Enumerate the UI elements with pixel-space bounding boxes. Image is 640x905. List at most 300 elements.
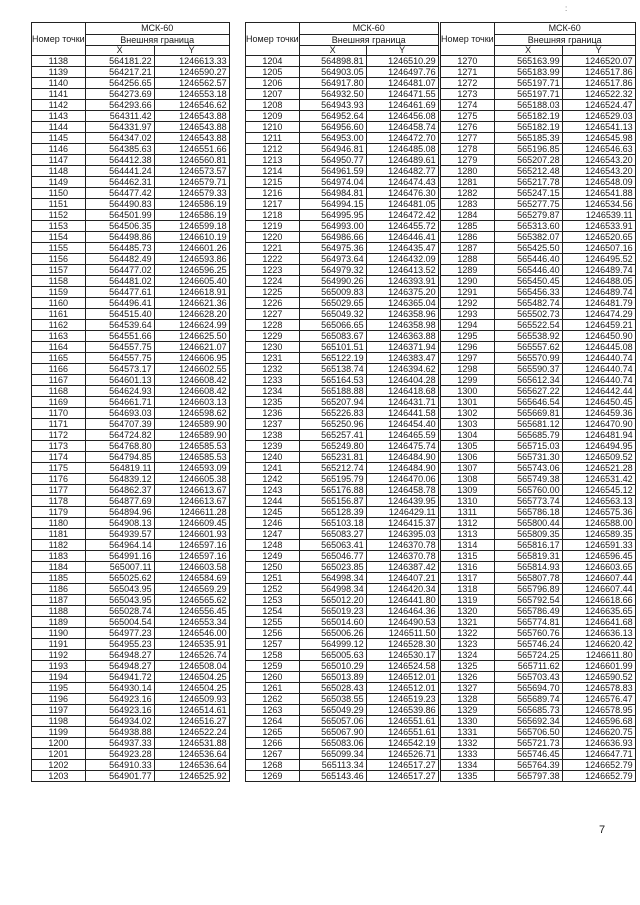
y-coordinate-cell: 1246585.53 [154,441,229,452]
table-row [441,683,636,694]
y-coordinate-cell: 1246517.86 [562,78,635,89]
point-number-cell: 1302 [441,408,495,419]
y-coordinate-cell: 1246635.65 [562,606,635,617]
y-coordinate-cell: 1246470.90 [562,419,635,430]
point-number-cell: 1286 [441,232,495,243]
table-row [246,485,439,496]
point-number-cell: 1276 [441,122,495,133]
x-coordinate-cell: 564601.13 [85,375,154,386]
point-number-cell: 1254 [246,606,300,617]
point-number-cell: 1255 [246,617,300,628]
x-coordinate-cell: 565425.50 [494,243,562,254]
x-coordinate-cell: 564984.81 [299,188,366,199]
point-number-cell: 1287 [441,243,495,254]
table-row [246,331,439,342]
x-coordinate-cell: 565057.06 [299,716,366,727]
x-coordinate-cell: 565012.20 [299,595,366,606]
point-number-cell: 1216 [246,188,300,199]
y-coordinate-cell: 1246481.07 [366,78,438,89]
x-coordinate-cell: 565538.92 [494,331,562,342]
y-coordinate-cell: 1246517.86 [562,67,635,78]
table-row [246,386,439,397]
x-coordinate-cell: 565164.53 [299,375,366,386]
table-row [32,628,230,639]
point-number-cell: 1226 [246,298,300,309]
point-number-cell: 1147 [32,155,86,166]
table-row [246,397,439,408]
table-row [246,474,439,485]
x-coordinate-cell: 565814.93 [494,562,562,573]
point-number-cell: 1261 [246,683,300,694]
x-coordinate-cell: 565207.94 [299,397,366,408]
table-row [441,232,636,243]
table-row [32,474,230,485]
point-number-cell: 1168 [32,386,86,397]
x-coordinate-cell: 565627.22 [494,386,562,397]
x-coordinate-cell: 564955.23 [85,639,154,650]
table-row [441,496,636,507]
y-coordinate-cell: 1246470.06 [366,474,438,485]
y-coordinate-cell: 1246504.25 [154,672,229,683]
point-number-cell: 1282 [441,188,495,199]
point-number-cell: 1172 [32,430,86,441]
table-row [32,67,230,78]
point-number-cell: 1192 [32,650,86,661]
x-coordinate-cell: 565049.29 [299,705,366,716]
table-row [246,694,439,705]
table-row [441,221,636,232]
y-coordinate-cell: 1246526.74 [154,650,229,661]
x-coordinate-cell: 565715.03 [494,441,562,452]
point-number-cell: 1155 [32,243,86,254]
table-row [32,661,230,672]
x-coordinate-cell: 564481.02 [85,276,154,287]
y-coordinate-cell: 1246441.80 [366,595,438,606]
table-row [246,771,439,782]
y-coordinate-cell: 1246517.27 [366,760,438,771]
table-row [246,309,439,320]
x-coordinate-cell: 564903.05 [299,67,366,78]
point-number-cell: 1181 [32,529,86,540]
point-number-cell: 1182 [32,540,86,551]
y-coordinate-cell: 1246647.71 [562,749,635,760]
table-row [441,540,636,551]
y-coordinate-cell: 1246636.93 [562,738,635,749]
y-coordinate-cell: 1246370.78 [366,551,438,562]
y-coordinate-cell: 1246370.78 [366,540,438,551]
table-row [246,232,439,243]
table-row [246,661,439,672]
point-number-cell: 1193 [32,661,86,672]
y-coordinate-cell: 1246432.09 [366,254,438,265]
table-row [246,155,439,166]
point-number-cell: 1202 [32,760,86,771]
table-row [441,705,636,716]
point-number-cell: 1186 [32,584,86,595]
table-row [246,595,439,606]
x-coordinate-cell: 565083.06 [299,738,366,749]
point-number-cell: 1188 [32,606,86,617]
point-number-cell: 1198 [32,716,86,727]
table-row [441,188,636,199]
table-row [32,56,230,67]
y-coordinate-cell: 1246609.45 [154,518,229,529]
point-number-cell: 1317 [441,573,495,584]
point-number-cell: 1264 [246,716,300,727]
table-row [441,287,636,298]
point-number-cell: 1219 [246,221,300,232]
point-number-cell: 1221 [246,243,300,254]
x-coordinate-cell: 565706.50 [494,727,562,738]
y-coordinate-cell: 1246435.47 [366,243,438,254]
point-number-cell: 1252 [246,584,300,595]
x-coordinate-cell: 565685.73 [494,705,562,716]
y-coordinate-cell: 1246475.74 [366,441,438,452]
y-coordinate-cell: 1246413.52 [366,265,438,276]
point-number-cell: 1189 [32,617,86,628]
x-coordinate-cell: 564498.86 [85,232,154,243]
table-row [246,122,439,133]
y-coordinate-cell: 1246520.07 [562,56,635,67]
point-number-cell: 1215 [246,177,300,188]
point-number-cell: 1325 [441,661,495,672]
y-coordinate-cell: 1246535.91 [154,639,229,650]
x-coordinate-cell: 565807.78 [494,573,562,584]
y-coordinate-cell: 1246541.13 [562,122,635,133]
point-number-cell: 1322 [441,628,495,639]
x-coordinate-cell: 564557.75 [85,353,154,364]
x-coordinate-cell: 565122.19 [299,353,366,364]
y-coordinate-cell: 1246593.09 [154,463,229,474]
y-coordinate-cell: 1246534.56 [562,199,635,210]
x-coordinate-cell: 565063.41 [299,540,366,551]
y-column-header: Y [154,46,229,56]
point-number-cell: 1227 [246,309,300,320]
x-coordinate-cell: 564934.02 [85,716,154,727]
table-row [246,419,439,430]
point-number-cell: 1312 [441,518,495,529]
point-number-cell: 1296 [441,342,495,353]
point-number-cell: 1177 [32,485,86,496]
y-coordinate-cell: 1246608.42 [154,386,229,397]
boundary-header: Внешняя граница [494,35,635,46]
y-coordinate-cell: 1246601.93 [154,529,229,540]
point-number-cell: 1236 [246,408,300,419]
x-coordinate-cell: 565101.51 [299,342,366,353]
point-number-cell: 1149 [32,177,86,188]
y-coordinate-cell: 1246415.37 [366,518,438,529]
y-coordinate-cell: 1246464.36 [366,606,438,617]
y-coordinate-cell: 1246652.79 [562,771,635,782]
table-row [441,584,636,595]
x-coordinate-cell: 565128.39 [299,507,366,518]
table-row [441,727,636,738]
table-row [32,716,230,727]
x-coordinate-cell: 565689.74 [494,694,562,705]
x-coordinate-cell: 565038.55 [299,694,366,705]
y-coordinate-cell: 1246589.35 [562,529,635,540]
y-coordinate-cell: 1246529.03 [562,111,635,122]
x-coordinate-cell: 564490.83 [85,199,154,210]
x-coordinate-cell: 565212.48 [494,166,562,177]
y-coordinate-cell: 1246461.69 [366,100,438,111]
table-row [32,485,230,496]
table-row [246,166,439,177]
x-coordinate-cell: 565450.45 [494,276,562,287]
point-number-cell: 1208 [246,100,300,111]
y-coordinate-cell: 1246539.11 [562,210,635,221]
point-number-cell: 1170 [32,408,86,419]
table-row [32,298,230,309]
point-number-cell: 1281 [441,177,495,188]
y-coordinate-cell: 1246596.68 [562,716,635,727]
point-number-cell: 1199 [32,727,86,738]
point-number-cell: 1273 [441,89,495,100]
x-coordinate-cell: 565182.19 [494,122,562,133]
x-coordinate-cell: 564877.69 [85,496,154,507]
table-row [441,342,636,353]
table-row [32,309,230,320]
table-row [441,628,636,639]
table-row [246,287,439,298]
table-row [32,111,230,122]
table-row [32,496,230,507]
point-number-cell: 1310 [441,496,495,507]
y-coordinate-cell: 1246490.53 [366,617,438,628]
y-coordinate-cell: 1246551.61 [366,727,438,738]
x-coordinate-cell: 564961.59 [299,166,366,177]
table-row [32,320,230,331]
point-number-cell: 1279 [441,155,495,166]
x-column-header: X [494,46,562,56]
point-number-cell: 1187 [32,595,86,606]
y-coordinate-cell: 1246599.18 [154,221,229,232]
x-coordinate-cell: 564994.15 [299,199,366,210]
x-coordinate-cell: 564557.75 [85,342,154,353]
y-coordinate-cell: 1246522.32 [562,89,635,100]
y-coordinate-cell: 1246621.07 [154,342,229,353]
x-coordinate-cell: 564477.02 [85,265,154,276]
y-coordinate-cell: 1246407.21 [366,573,438,584]
table-row [441,650,636,661]
point-number-cell: 1313 [441,529,495,540]
x-coordinate-cell: 564707.39 [85,419,154,430]
x-coordinate-cell: 565049.32 [299,309,366,320]
point-number-cell: 1223 [246,265,300,276]
x-coordinate-cell: 564923.16 [85,694,154,705]
point-number-cell: 1319 [441,595,495,606]
system-header: МСК-60 [494,23,635,35]
x-coordinate-cell: 565743.06 [494,463,562,474]
y-coordinate-cell: 1246541.88 [562,188,635,199]
x-coordinate-cell: 565456.33 [494,287,562,298]
point-number-cell: 1220 [246,232,300,243]
point-number-cell: 1295 [441,331,495,342]
point-number-cell: 1335 [441,771,495,782]
y-coordinate-cell: 1246545.12 [562,485,635,496]
table-row [441,122,636,133]
table-row [441,441,636,452]
point-number-cell: 1203 [32,771,86,782]
point-number-cell: 1259 [246,661,300,672]
point-number-cell: 1190 [32,628,86,639]
x-coordinate-cell: 564477.61 [85,287,154,298]
table-row [246,342,439,353]
point-number-cell: 1283 [441,199,495,210]
x-coordinate-cell: 565182.19 [494,111,562,122]
point-number-cell: 1316 [441,562,495,573]
table-row [32,254,230,265]
y-coordinate-cell: 1246489.74 [562,265,635,276]
x-coordinate-cell: 564331.97 [85,122,154,133]
table-row [32,89,230,100]
x-coordinate-cell: 565188.88 [299,386,366,397]
table-row [246,100,439,111]
point-number-cell: 1293 [441,309,495,320]
y-coordinate-cell: 1246519.23 [366,694,438,705]
table-row [32,430,230,441]
point-number-cell: 1200 [32,738,86,749]
point-number-cell: 1238 [246,430,300,441]
table-row [246,628,439,639]
table-row [441,166,636,177]
x-coordinate-cell: 565185.39 [494,133,562,144]
x-column-header: X [85,46,154,56]
y-coordinate-cell: 1246394.62 [366,364,438,375]
y-coordinate-cell: 1246611.28 [154,507,229,518]
x-coordinate-cell: 565692.34 [494,716,562,727]
point-number-cell: 1239 [246,441,300,452]
table-row [246,727,439,738]
x-coordinate-cell: 565774.81 [494,617,562,628]
point-number-cell: 1211 [246,133,300,144]
y-column-header: Y [366,46,438,56]
y-coordinate-cell: 1246404.28 [366,375,438,386]
point-number-cell: 1161 [32,309,86,320]
table-row [246,617,439,628]
table-row [246,276,439,287]
point-number-cell: 1152 [32,210,86,221]
y-coordinate-cell: 1246459.36 [562,408,635,419]
table-row [32,375,230,386]
table-row [441,529,636,540]
point-number-cell: 1262 [246,694,300,705]
boundary-header: Внешняя граница [85,35,229,46]
table-row [246,518,439,529]
point-number-cell: 1148 [32,166,86,177]
table-row [32,353,230,364]
y-coordinate-cell: 1246521.28 [562,463,635,474]
table-row [32,331,230,342]
table-row [441,199,636,210]
y-coordinate-cell: 1246531.88 [154,738,229,749]
table-row [441,672,636,683]
y-coordinate-cell: 1246573.57 [154,166,229,177]
point-number-cell: 1242 [246,474,300,485]
y-coordinate-cell: 1246613.67 [154,496,229,507]
table-row [246,507,439,518]
x-coordinate-cell: 564975.36 [299,243,366,254]
x-coordinate-cell: 564939.57 [85,529,154,540]
table-row [441,606,636,617]
x-coordinate-cell: 564515.40 [85,309,154,320]
point-number-cell: 1138 [32,56,86,67]
x-coordinate-cell: 564908.13 [85,518,154,529]
y-coordinate-cell: 1246440.74 [562,353,635,364]
y-coordinate-cell: 1246531.42 [562,474,635,485]
table-row [32,738,230,749]
point-number-cell: 1176 [32,474,86,485]
point-number-cell: 1171 [32,419,86,430]
table-row [441,155,636,166]
point-number-cell: 1144 [32,122,86,133]
y-coordinate-cell: 1246482.77 [366,166,438,177]
table-row [441,463,636,474]
point-number-cell: 1197 [32,705,86,716]
y-coordinate-cell: 1246525.92 [154,771,229,782]
x-coordinate-cell: 564293.66 [85,100,154,111]
point-number-cell: 1290 [441,276,495,287]
y-coordinate-cell: 1246543.88 [154,122,229,133]
x-coordinate-cell: 564624.93 [85,386,154,397]
point-number-cell: 1175 [32,463,86,474]
table-row [246,452,439,463]
y-coordinate-cell: 1246454.40 [366,419,438,430]
x-coordinate-cell: 565773.74 [494,496,562,507]
point-number-cell: 1246 [246,518,300,529]
y-coordinate-cell: 1246516.27 [154,716,229,727]
x-coordinate-cell: 564661.71 [85,397,154,408]
x-coordinate-cell: 565007.11 [85,562,154,573]
x-coordinate-cell: 564819.11 [85,463,154,474]
table-row [246,562,439,573]
point-number-cell: 1225 [246,287,300,298]
point-number-cell: 1303 [441,419,495,430]
table-row [32,606,230,617]
point-number-cell: 1275 [441,111,495,122]
y-coordinate-cell: 1246431.71 [366,397,438,408]
y-coordinate-cell: 1246495.52 [562,254,635,265]
y-coordinate-cell: 1246597.16 [154,551,229,562]
y-coordinate-cell: 1246476.30 [366,188,438,199]
x-coordinate-cell: 565066.65 [299,320,366,331]
point-number-cell: 1311 [441,507,495,518]
y-coordinate-cell: 1246440.74 [562,375,635,386]
table-row [246,716,439,727]
x-coordinate-cell: 564948.27 [85,650,154,661]
x-coordinate-cell: 565724.25 [494,650,562,661]
table-row [32,683,230,694]
x-coordinate-cell: 565156.87 [299,496,366,507]
y-column-header: Y [562,46,635,56]
y-coordinate-cell: 1246610.19 [154,232,229,243]
y-coordinate-cell: 1246358.98 [366,320,438,331]
x-coordinate-cell: 565446.40 [494,265,562,276]
table-row [441,100,636,111]
y-coordinate-cell: 1246509.52 [562,452,635,463]
table-row [441,309,636,320]
x-coordinate-cell: 564986.66 [299,232,366,243]
y-coordinate-cell: 1246553.18 [154,89,229,100]
x-coordinate-cell: 565043.95 [85,584,154,595]
table-row [32,562,230,573]
table-row [441,89,636,100]
table-row [32,760,230,771]
point-number-cell: 1167 [32,375,86,386]
point-number-cell: 1165 [32,353,86,364]
table-row [441,364,636,375]
x-coordinate-cell: 564941.72 [85,672,154,683]
